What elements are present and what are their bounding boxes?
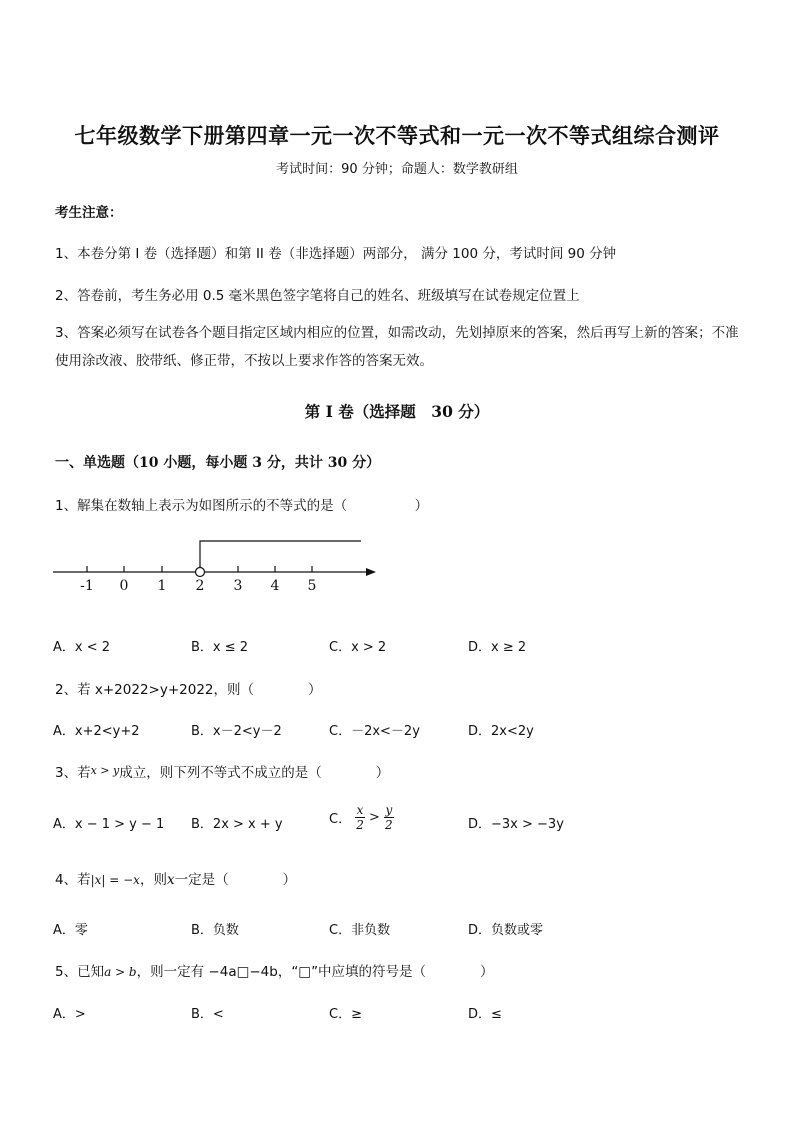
question-5-stem: 5、已知a > b，则一定有 −4a□−4b，“□”中应填的符号是（ ） xyxy=(55,964,494,980)
question-3-option-a: A．x − 1 > y − 1 xyxy=(53,817,165,832)
question-1-option-b: B．x ≤ 2 xyxy=(191,640,249,655)
question-5-condition: a > b xyxy=(104,965,137,979)
question-4-condition: |x| = −x xyxy=(90,873,140,887)
notice-heading: 考生注意： xyxy=(55,205,123,221)
number-line-tick-label: 4 xyxy=(270,578,280,594)
question-3-condition: x > y xyxy=(90,764,120,777)
question-5-option-c: C．≥ xyxy=(329,1007,362,1022)
fraction-y-over-2: $\frac{y}{2}$ xyxy=(385,803,393,832)
number-line-tick-label: 5 xyxy=(307,578,317,594)
number-line-tick-label: 3 xyxy=(233,578,243,594)
question-3-option-b: B．2x > x + y xyxy=(191,817,283,832)
part-title: 第 I 卷（选择题 30 分） xyxy=(304,402,490,421)
open-endpoint xyxy=(196,568,205,577)
number-line-arrow xyxy=(366,568,376,576)
number-line-tick-label: 2 xyxy=(195,578,205,594)
question-4-stem: 4、若|x| = −x，则x一定是（ ） xyxy=(55,872,297,888)
question-2-option-c: C．－2x<－2y xyxy=(329,724,420,739)
section-title: 一、单选题（10 小题，每小题 3 分，共计 30 分） xyxy=(55,455,381,471)
number-line-tick-label: 0 xyxy=(119,578,129,594)
question-5-option-b: B．< xyxy=(191,1007,224,1022)
question-1-stem: 1、解集在数轴上表示为如图所示的不等式的是（ ） xyxy=(55,498,429,514)
page-title: 七年级数学下册第四章一元一次不等式和一元一次不等式组综合测评 xyxy=(74,123,720,148)
question-4-option-a: A．零 xyxy=(53,923,88,938)
question-2-stem: 2、若 x+2022>y+2022，则（ ） xyxy=(55,682,322,698)
fraction-x-over-2: $\frac{x}{2}$ xyxy=(356,803,364,832)
number-line xyxy=(50,530,390,600)
question-4-option-c: C．非负数 xyxy=(329,923,391,938)
question-1-option-d: D．x ≥ 2 xyxy=(468,640,527,655)
exam-info: 考试时间：90 分钟；命题人：数学教研组 xyxy=(276,162,518,177)
number-line-tick-label: 1 xyxy=(157,578,167,594)
question-5-option-a: A．> xyxy=(53,1007,86,1022)
question-3-stem: 3、若$^{x > y}$成立，则下列不等式不成立的是（ ） xyxy=(55,764,390,781)
question-2-option-d: D．2x<2y xyxy=(468,724,534,739)
question-2-option-b: B．x－2<y－2 xyxy=(191,724,282,739)
question-3-option-c: C． $\frac{x}{2}$ > $\frac{y}{2}$ xyxy=(329,803,393,832)
notice-item: 3、答案必须写在试卷各个题目指定区域内相应的位置，如需改动，先划掉原来的答案，然后再写上新的答案；不准使用涂改液、胶带纸、修正带，不按以上要求作答的答案无效。 xyxy=(55,325,739,369)
question-5-option-d: D．≤ xyxy=(468,1007,502,1022)
solution-bracket xyxy=(200,541,361,572)
number-line-tick-label: -1 xyxy=(80,578,94,594)
question-1-option-a: A．x < 2 xyxy=(53,640,111,655)
question-3-option-d: D．−3x > −3y xyxy=(468,817,564,832)
notice-item: 1、本卷分第 I 卷（选择题）和第 II 卷（非选择题）两部分， 满分 100 分，考试时间 90 分钟 xyxy=(55,246,617,262)
question-1-option-c: C．x > 2 xyxy=(329,640,387,655)
notice-item: 2、答卷前，考生务必用 0.5 毫米黑色签字笔将自己的姓名、班级填写在试卷规定位置上 xyxy=(55,288,580,304)
question-4-option-d: D．负数或零 xyxy=(468,923,544,938)
question-2-option-a: A．x+2<y+2 xyxy=(53,724,140,739)
question-4-option-b: B．负数 xyxy=(191,923,239,938)
